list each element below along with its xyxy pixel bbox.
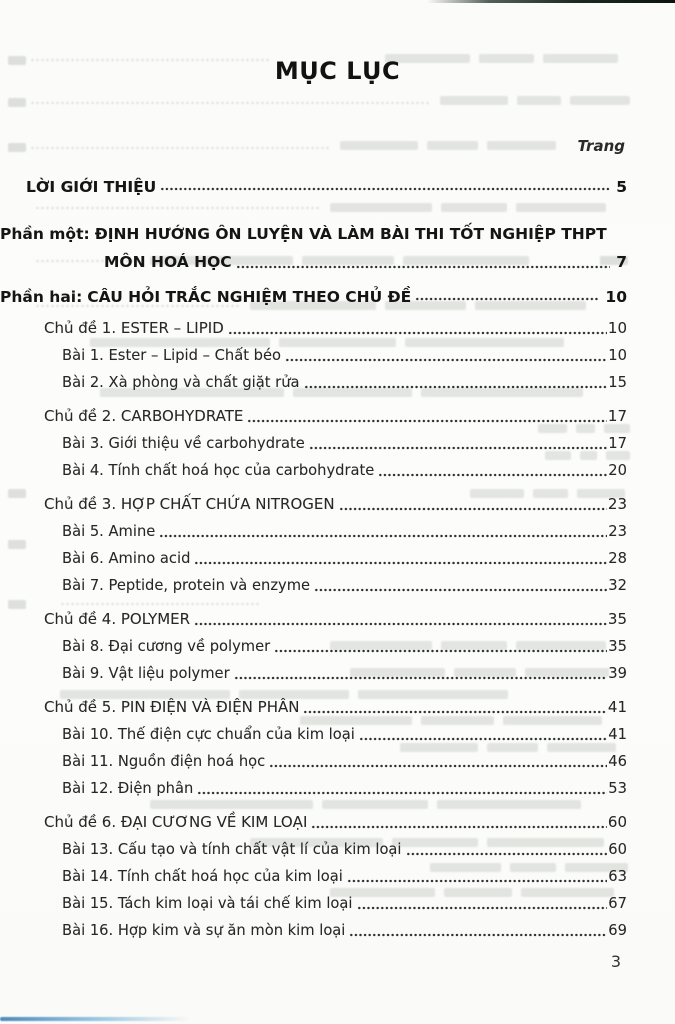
toc-entry-page: 32 [608,577,627,594]
toc-entry-label: LỜI GIỚI THIỆU [26,178,157,196]
scan-edge-top [427,0,675,3]
dot-leader [234,675,608,681]
toc-entry-lesson [0,890,675,917]
toc-entry-intro [0,176,675,198]
toc-entry-page: 67 [608,895,627,912]
toc-entry-part [0,220,675,276]
toc-entry-label: Chủ đề 3. HỢP CHẤT CHỨA NITROGEN [44,495,335,513]
toc-entry-label: Bài 13. Cấu tạo và tính chất vật lí của kim loại [62,841,402,858]
toc-entry-page: 20 [608,462,627,479]
dot-leader [406,851,608,857]
toc-entry-chapter [0,694,675,721]
toc-entry-label: Chủ đề 6. ĐẠI CƯƠNG VỀ KIM LOẠI [44,813,308,831]
dot-leader [309,445,607,451]
toc-entry-lesson [0,369,675,396]
dot-leader [314,587,607,593]
toc-entry-label: CÂU HỎI TRẮC NGHIỆM THEO CHỦ ĐỀ [87,288,412,306]
toc-entry-page: 10 [605,288,627,306]
dot-leader [303,709,606,715]
toc-entry-part-line2 [0,248,675,276]
toc-entry-page: 17 [607,407,627,425]
toc-entry-label: Bài 4. Tính chất hoá học của carbohydrate [62,462,375,479]
toc-entry-lesson [0,342,675,369]
toc-entry-lesson [0,660,675,687]
toc-entry-page: 63 [608,868,627,885]
toc-entry-page: 23 [607,495,627,513]
dot-leader [269,763,607,769]
page-column-header: Trang [577,137,625,155]
toc-entry-page: 5 [616,178,627,196]
toc-entry-page: 28 [608,550,627,567]
toc-entry-page: 41 [607,698,627,716]
toc-entry-part [0,286,675,308]
toc-content [0,56,675,971]
toc-entry-label: Bài 7. Peptide, protein và enzyme [62,577,311,594]
toc-entry-chapter [0,809,675,836]
toc-entry-label: Bài 12. Điện phân [62,780,194,797]
toc-entry-lesson [0,863,675,890]
dot-leader [228,330,607,336]
toc-entry-label: Bài 9. Vật liệu polymer [62,665,230,682]
toc-entry-label: Chủ đề 5. PIN ĐIỆN VÀ ĐIỆN PHÂN [44,698,300,716]
toc-entry-part-line1 [0,286,675,308]
dot-leader [194,621,607,627]
toc-entry-lesson [0,836,675,863]
toc-entry-prefix: Phần hai: [0,288,83,306]
toc-entry-lesson [0,457,675,484]
toc-entry-lesson [0,775,675,802]
toc-entry-page: 39 [608,665,627,682]
dot-leader [274,648,607,654]
toc-entry-page: 35 [608,638,627,655]
toc-entry-page: 41 [608,726,627,743]
toc-entry-page: 10 [607,319,627,337]
toc-entry-label: Bài 6. Amino acid [62,550,191,567]
dot-leader [339,506,607,512]
dot-leader [247,418,607,424]
toc-entry-label: Bài 1. Ester – Lipid – Chất béo [62,347,281,364]
dot-leader [236,264,611,270]
toc-entry-page: 53 [608,780,627,797]
page-title: MỤC LỤC [274,57,401,85]
dot-leader [347,878,608,884]
toc-entry-label: Bài 2. Xà phòng và chất giặt rửa [62,374,300,391]
toc-entry-label: Bài 8. Đại cương về polymer [62,638,271,655]
dot-leader [415,296,599,302]
toc-entry-page: 69 [608,922,627,939]
toc-entry-chapter [0,403,675,430]
toc-entry-page: 15 [608,374,627,391]
page-number: 3 [610,952,621,971]
dot-leader [285,357,607,363]
toc-entry-page: 7 [616,253,627,271]
toc-entry-page: 17 [608,435,627,452]
toc-entry-lesson [0,917,675,944]
toc-list [0,176,675,944]
toc-entry-chapter [0,606,675,633]
dot-leader [311,824,607,830]
scan-edge-bottom [0,1017,190,1021]
dot-leader [160,186,610,192]
toc-entry-lesson [0,545,675,572]
toc-entry-part-line1 [0,220,675,248]
toc-entry-lesson [0,430,675,457]
toc-entry-label: Bài 11. Nguồn điện hoá học [62,753,266,770]
toc-entry-page: 60 [607,813,627,831]
toc-entry-label: ĐỊNH HƯỚNG ÔN LUYỆN VÀ LÀM BÀI THI TỐT NGHIỆP THPT [94,225,607,243]
toc-entry-label: Bài 16. Hợp kim và sự ăn mòn kim loại [62,922,346,939]
toc-entry-page: 35 [607,610,627,628]
dot-leader [197,790,607,796]
toc-entry-label: Bài 10. Thế điện cực chuẩn của kim loại [62,726,355,743]
dot-leader [359,736,607,742]
dot-leader [357,905,608,911]
toc-entry-label: Chủ đề 4. POLYMER [44,610,191,628]
toc-entry-label: Bài 3. Giới thiệu về carbohydrate [62,435,305,452]
toc-entry-label-continuation: MÔN HOÁ HỌC [104,253,232,271]
toc-entry-page: 10 [608,347,627,364]
toc-entry-page: 23 [608,523,627,540]
toc-entry-page: 60 [608,841,627,858]
dot-leader [194,560,607,566]
toc-entry-label: Chủ đề 2. CARBOHYDRATE [44,407,244,425]
toc-entry-lesson [0,518,675,545]
dot-leader [159,533,607,539]
toc-entry-label: Chủ đề 1. ESTER – LIPID [44,319,224,337]
dot-leader [304,384,608,390]
toc-entry-lesson [0,633,675,660]
dot-leader [378,472,607,478]
toc-entry-page: 46 [608,753,627,770]
toc-entry-label: Bài 15. Tách kim loại và tái chế kim loại [62,895,353,912]
toc-entry-chapter [0,491,675,518]
toc-entry-lesson [0,572,675,599]
toc-entry-label: Bài 14. Tính chất hoá học của kim loại [62,868,343,885]
toc-entry-label: Bài 5. Amine [62,523,156,540]
toc-entry-lesson [0,721,675,748]
toc-entry-prefix: Phần một: [0,225,90,243]
toc-entry-chapter [0,315,675,342]
dot-leader [349,932,607,938]
toc-entry-lesson [0,748,675,775]
